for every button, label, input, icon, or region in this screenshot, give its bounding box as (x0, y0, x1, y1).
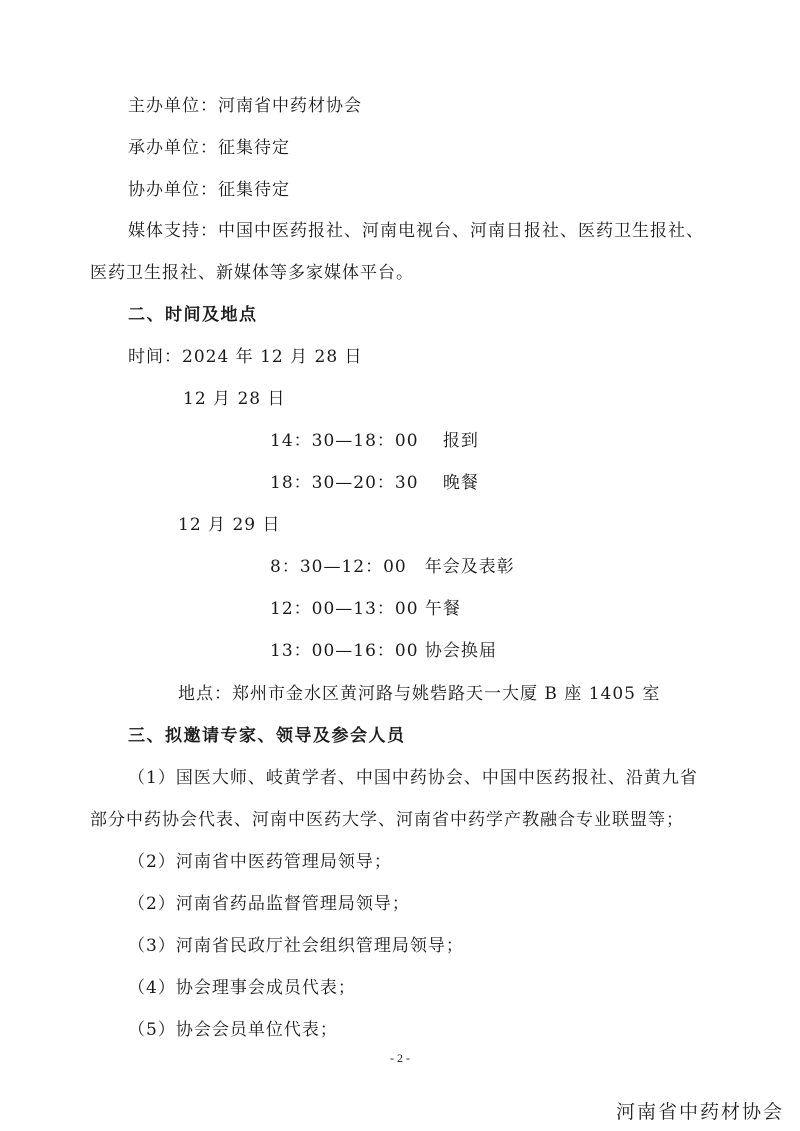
day2-date: 12 月 29 日 (178, 515, 281, 535)
day1-date: 12 月 28 日 (183, 389, 286, 409)
media-support-line-1: 媒体支持：中国中医药报社、河南电视台、河南日报社、医药卫生报社、 (128, 221, 704, 241)
section-3-heading: 三、拟邀请专家、领导及参会人员 (128, 726, 406, 746)
schedule-item: 8：30—12：00 年会及表彰 (270, 557, 515, 577)
media-support-line-2: 医药卫生报社、新媒体等多家媒体平台。 (90, 263, 414, 283)
schedule-item: 13：00—16：00 协会换届 (270, 641, 497, 661)
invitee-line: （2）河南省中医药管理局领导； (128, 852, 392, 872)
invitee-line: （4）协会理事会成员代表； (128, 978, 356, 998)
time-line: 时间：2024 年 12 月 28 日 (128, 347, 363, 367)
footer-organization: 河南省中药材协会 (615, 1101, 784, 1123)
schedule-item: 14：30—18：00 报到 (270, 431, 479, 451)
schedule-item: 18：30—20：30 晚餐 (270, 473, 479, 493)
section-2-heading: 二、时间及地点 (128, 305, 258, 325)
sponsor-line: 主办单位：河南省中药材协会 (128, 96, 362, 116)
invitee-line: （1）国医大师、岐黄学者、中国中药协会、中国中医药报社、沿黄九省 (128, 768, 698, 788)
invitee-line: 部分中药协会代表、河南中医药大学、河南省中药学产教融合专业联盟等； (90, 810, 684, 830)
invitee-line: （5）协会会员单位代表； (128, 1020, 338, 1040)
invitee-line: （2）河南省药品监督管理局领导； (128, 894, 410, 914)
page-number: - 2 - (390, 1051, 410, 1065)
location-line: 地点：郑州市金水区黄河路与姚砦路天一大厦 B 座 1405 室 (178, 684, 661, 704)
organizer-line: 承办单位：征集待定 (128, 138, 290, 158)
invitee-line: （3）河南省民政厅社会组织管理局领导； (128, 936, 464, 956)
schedule-item: 12：00—13：00 午餐 (270, 599, 461, 619)
co-organizer-line: 协办单位：征集待定 (128, 180, 290, 200)
